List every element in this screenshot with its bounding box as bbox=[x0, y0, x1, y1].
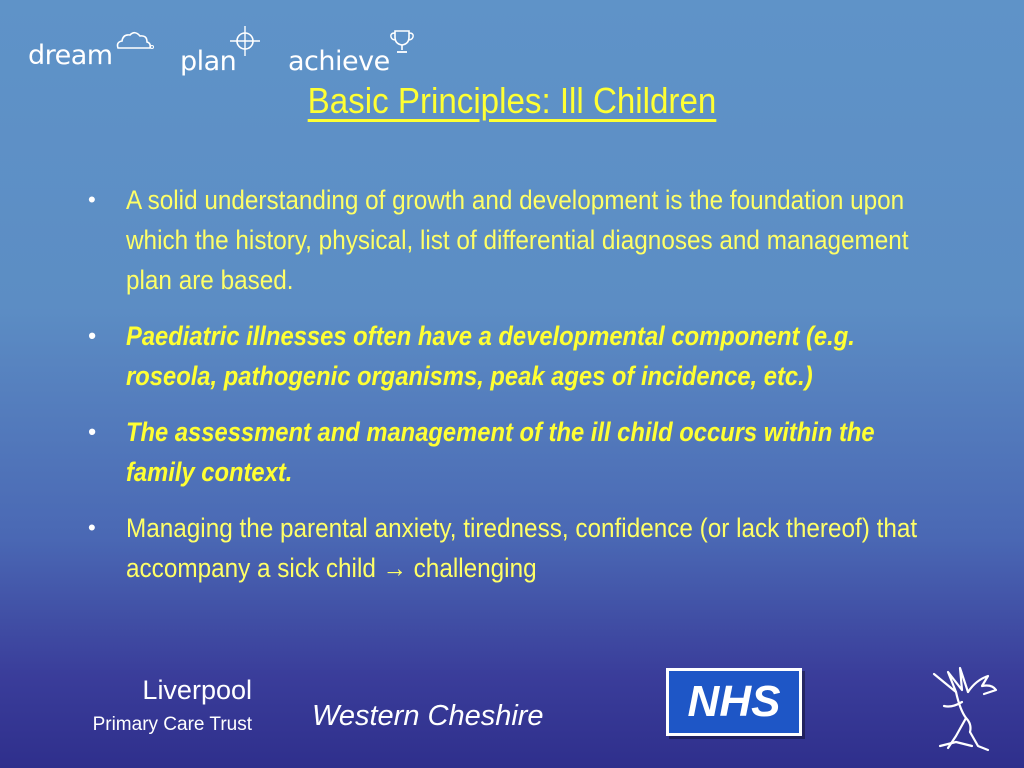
trust-subtitle: Primary Care Trust bbox=[92, 714, 252, 735]
bullet-list bbox=[80, 180, 960, 604]
brand-word-dream: dream bbox=[28, 40, 113, 71]
bullet-text: A solid understanding of growth and development is the foundation upon which the history, physical, list of differential diagnoses and management plan are based. bbox=[126, 185, 909, 295]
brand-word-plan: plan bbox=[180, 46, 237, 77]
crosshair-star-icon bbox=[228, 24, 262, 58]
nhs-logo-text: NHS bbox=[687, 677, 781, 726]
slide-title: Basic Principles: Ill Children bbox=[307, 80, 717, 121]
bullet-dot: • bbox=[88, 323, 96, 348]
bullet-item bbox=[80, 508, 960, 588]
bullet-dot: • bbox=[88, 187, 96, 212]
bullet-dot: • bbox=[88, 419, 96, 444]
trophy-icon bbox=[388, 28, 416, 56]
bullet-text: The assessment and management of the ill child occurs within the family context. bbox=[126, 417, 875, 487]
partner-name: Western Cheshire bbox=[312, 700, 544, 732]
liver-bird-icon bbox=[926, 662, 1000, 754]
trust-name: Liverpool bbox=[142, 675, 252, 705]
brand-word-achieve: achieve bbox=[288, 46, 390, 77]
bullet-text: Paediatric illnesses often have a developmental component (e.g. roseola, pathogenic organisms, peak ages of incidence, etc.) bbox=[126, 321, 855, 391]
bullet-item bbox=[80, 316, 960, 396]
bullet-item bbox=[80, 180, 960, 300]
brand-strip bbox=[28, 24, 448, 84]
bullet-dot: • bbox=[88, 515, 96, 540]
bullet-text: Managing the parental anxiety, tiredness, confidence (or lack thereof) that accompany a sick child → challenging bbox=[126, 513, 918, 583]
cloud-icon bbox=[114, 30, 154, 52]
nhs-logo bbox=[666, 668, 802, 736]
bullet-item bbox=[80, 412, 960, 492]
